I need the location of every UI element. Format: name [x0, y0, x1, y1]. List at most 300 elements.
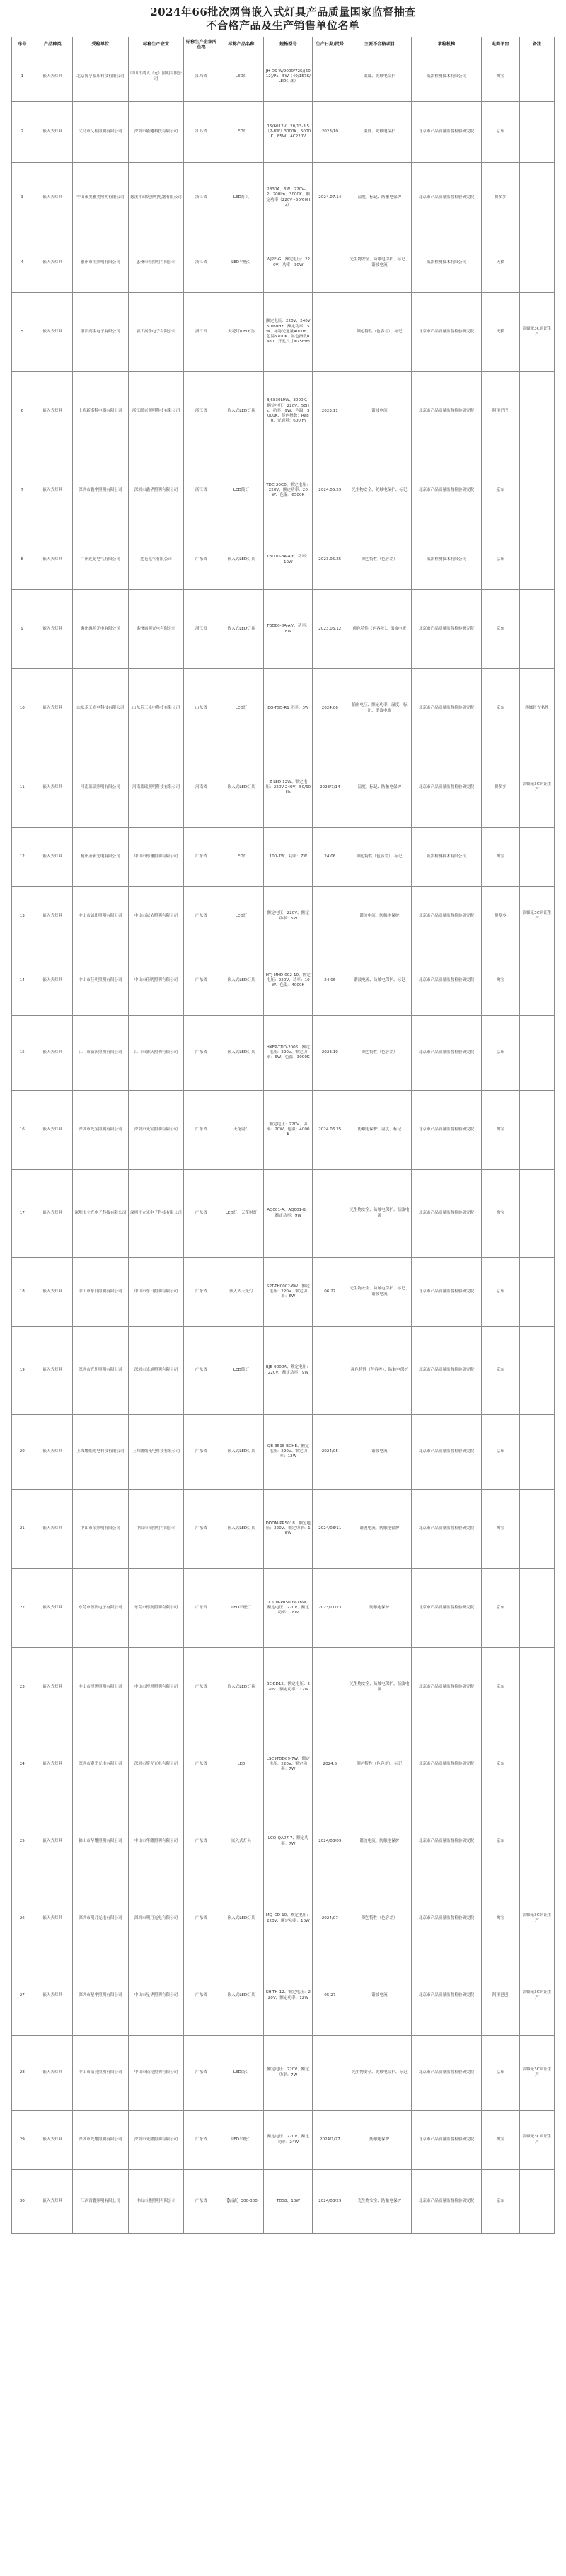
inspected-unit: 东莞市德润电子有限公司	[73, 1569, 129, 1648]
row-number: 7	[12, 451, 33, 530]
product-name: 嵌入式LED灯具	[219, 1415, 264, 1490]
remarks: 涉嫌无3C认证生产	[519, 1881, 554, 1956]
ecommerce-platform: 淘宝	[481, 2111, 519, 2170]
header-cell: 生产日期/批号	[313, 37, 347, 52]
manufacturer-location: 广东省	[184, 530, 219, 590]
row-number: 20	[12, 1415, 33, 1490]
ecommerce-platform: 淘宝	[481, 1170, 519, 1258]
table-row	[12, 1327, 555, 1415]
model-spec: BO-TSD-R1 功率：3W	[264, 669, 313, 748]
product-name: LED灯	[219, 669, 264, 748]
production-date	[313, 233, 347, 293]
header-cell: 规格型号	[264, 37, 313, 52]
testing-agency: 北京市产品质量监督检验研究院	[412, 2036, 481, 2111]
table-row	[12, 669, 555, 748]
row-number: 8	[12, 530, 33, 590]
remarks	[519, 1727, 554, 1802]
row-number: 16	[12, 1091, 33, 1170]
inspected-unit: 河南蓝瑞照明有限公司	[73, 748, 129, 828]
product-category: 嵌入式灯具	[33, 372, 73, 451]
table-row	[12, 2036, 555, 2111]
row-number: 14	[12, 946, 33, 1016]
product-category: 嵌入式灯具	[33, 2170, 73, 2234]
product-category: 嵌入式灯具	[33, 828, 73, 887]
inspected-unit: 杭州圣新光电有限公司	[73, 828, 129, 887]
product-category: 嵌入式灯具	[33, 1727, 73, 1802]
manufacturer-location: 广东省	[184, 1802, 219, 1881]
row-number: 21	[12, 1490, 33, 1569]
model-spec: BJB-9000A、额定电压：220V、额定功率：9W	[264, 1327, 313, 1415]
model-spec: SPT-TH0002-6W、额定电压：220V、额定功率：6W	[264, 1258, 313, 1327]
failed-items: 温度、防触电保护	[347, 52, 412, 102]
model-spec: 额定电压：220V、额定功率：5W	[264, 887, 313, 946]
manufacturer-location: 广东省	[184, 2036, 219, 2111]
row-number: 10	[12, 669, 33, 748]
product-category: 嵌入式灯具	[33, 233, 73, 293]
labeled-manufacturer: 东莞市德润照明有限公司	[128, 1569, 184, 1648]
remarks: 涉嫌无3C认证生产	[519, 2036, 554, 2111]
production-date: 2023/11/23	[313, 1569, 347, 1648]
manufacturer-location: 广东省	[184, 1727, 219, 1802]
table-row	[12, 1802, 555, 1881]
title-line-1: 2024年66批次网售嵌入式灯具产品质量国家监督抽查	[150, 6, 416, 18]
production-date: 2023.11	[313, 372, 347, 451]
inspected-unit: 上海耀灿光电科技有限公司	[73, 1415, 129, 1490]
row-number: 22	[12, 1569, 33, 1648]
product-category: 嵌入式灯具	[33, 1170, 73, 1258]
product-name: LED	[219, 1727, 264, 1802]
ecommerce-platform: 京东	[481, 1016, 519, 1091]
manufacturer-location: 广东省	[184, 1016, 219, 1091]
model-spec: DDDM-PRS009-18W、额定电压：220V、额定功率：18W	[264, 1569, 313, 1648]
remarks	[519, 372, 554, 451]
ecommerce-platform: 京东	[481, 1327, 519, 1415]
testing-agency: 北京市产品质量监督检验研究院	[412, 1415, 481, 1490]
production-date	[313, 1648, 347, 1727]
failed-items: 颜色特性（色容差）、谐波电流	[347, 590, 412, 669]
inspected-unit: 深圳市光旭照明有限公司	[73, 1327, 129, 1415]
table-row	[12, 1258, 555, 1327]
labeled-manufacturer: 浙江联兴照明科技有限公司	[128, 372, 184, 451]
product-name: LED灯	[219, 102, 264, 163]
product-name: 嵌入式LED灯具	[219, 1956, 264, 2036]
model-spec: AQ001-A、AQ001-B、额定功率：9W	[264, 1170, 313, 1258]
ecommerce-platform: 天猫	[481, 293, 519, 372]
production-date	[313, 52, 347, 102]
product-category: 嵌入式灯具	[33, 946, 73, 1016]
remarks	[519, 1802, 554, 1881]
ecommerce-platform: 淘宝	[481, 946, 519, 1016]
inspected-unit: 中山市博恩照明有限公司	[73, 1648, 129, 1727]
product-category: 嵌入式灯具	[33, 1881, 73, 1956]
row-number: 29	[12, 2111, 33, 2170]
ecommerce-platform: 淘宝	[481, 828, 519, 887]
table-row	[12, 748, 555, 828]
ecommerce-platform: 京东	[481, 1802, 519, 1881]
labeled-manufacturer: 中山市佳明照明有限公司	[128, 946, 184, 1016]
labeled-manufacturer: 上海耀灿光电科技有限公司	[128, 1415, 184, 1490]
failed-items: 插座电压、额定功率、温度、标记、谐波电流	[347, 669, 412, 748]
remarks	[519, 52, 554, 102]
testing-agency: 北京市产品质量监督检验研究院	[412, 590, 481, 669]
production-date: 2024/03/29	[313, 2170, 347, 2234]
remarks	[519, 1091, 554, 1170]
ecommerce-platform: 淘宝	[481, 52, 519, 102]
remarks	[519, 590, 554, 669]
product-name: 嵌入式LED灯具	[219, 1016, 264, 1091]
testing-agency: 北京市产品质量监督检验研究院	[412, 748, 481, 828]
manufacturer-location: 广东省	[184, 1327, 219, 1415]
table-row	[12, 590, 555, 669]
testing-agency: 北京市产品质量监督检验研究院	[412, 1648, 481, 1727]
labeled-manufacturer: 中山市东日照明有限公司	[128, 1258, 184, 1327]
row-number: 9	[12, 590, 33, 669]
ecommerce-platform: 拼多多	[481, 163, 519, 233]
product-category: 嵌入式灯具	[33, 1569, 73, 1648]
production-date: 2023.05.25	[313, 530, 347, 590]
product-name: LED灯具	[219, 163, 264, 233]
product-category: 嵌入式灯具	[33, 1415, 73, 1490]
row-number: 27	[12, 1956, 33, 2036]
header-cell: 标称生产企业所在地	[184, 37, 219, 52]
remarks	[519, 1415, 554, 1490]
model-spec: 15/6012V、20/13-3.5（2-8W）3000K、5000K、85W、AC220V	[264, 102, 313, 163]
remarks	[519, 1490, 554, 1569]
testing-agency: 北京市产品质量监督检验研究院	[412, 372, 481, 451]
ecommerce-platform: 拼多多	[481, 748, 519, 828]
table-row	[12, 530, 555, 590]
production-date	[313, 887, 347, 946]
labeled-manufacturer: 浙江高金电子有限公司	[128, 293, 184, 372]
model-spec: SH-TH-12、额定电压：220V、额定功率：12W	[264, 1956, 313, 2036]
inspected-unit: 江门市新沃照明有限公司	[73, 1016, 129, 1091]
product-name: 嵌入式LED灯具	[219, 946, 264, 1016]
labeled-manufacturer: 深圳市能驰科技有限公司	[128, 102, 184, 163]
model-spec: TDC-20G0、额定电压：220V、额定功率：20W、色温：6500K	[264, 451, 313, 530]
labeled-manufacturer: 中山市华耀照明有限公司	[128, 1802, 184, 1881]
remarks	[519, 102, 554, 163]
product-name: 嵌入式LED灯具	[219, 1490, 264, 1569]
manufacturer-location: 广东省	[184, 1881, 219, 1956]
remarks	[519, 1648, 554, 1727]
testing-agency: 威凯检测技术有限公司	[412, 828, 481, 887]
labeled-manufacturer: 深圳市立光电子科技有限公司	[128, 1170, 184, 1258]
failed-items: 温度、防触电保护	[347, 102, 412, 163]
production-date: 2024/03/09	[313, 1802, 347, 1881]
testing-agency: 北京市产品质量监督检验研究院	[412, 1802, 481, 1881]
table-row	[12, 1415, 555, 1490]
product-name: 嵌入式LED灯具	[219, 372, 264, 451]
labeled-manufacturer: 惠州惠照光电有限公司	[128, 590, 184, 669]
remarks: 涉嫌无3C认证生产	[519, 887, 554, 946]
testing-agency: 北京市产品质量监督检验研究院	[412, 1170, 481, 1258]
product-category: 嵌入式灯具	[33, 2111, 73, 2170]
labeled-manufacturer: 深圳市聚光光电有限公司	[128, 1727, 184, 1802]
inspected-unit: 中山市荣照明有限公司	[73, 1490, 129, 1569]
model-spec: 额定电压：220V、功率：20W、色温：4000K	[264, 1091, 313, 1170]
product-category: 嵌入式灯具	[33, 52, 73, 102]
table-row	[12, 1091, 555, 1170]
model-spec: Z-LED-12W、额定电压：220V-240V、50/60Hz	[264, 748, 313, 828]
remarks	[519, 946, 554, 1016]
inspected-unit: 广州莲花电气有限公司	[73, 530, 129, 590]
manufacturer-location: 广东省	[184, 1091, 219, 1170]
model-spec: LCQ-QA07-7、额定功率：7W	[264, 1802, 313, 1881]
table-row	[12, 1016, 555, 1091]
remarks: 涉嫌冒充名牌	[519, 669, 554, 748]
row-number: 18	[12, 1258, 33, 1327]
product-name: LED灯	[219, 52, 264, 102]
inspected-unit: 深圳市光宝照明有限公司	[73, 1091, 129, 1170]
manufacturer-location: 浙江省	[184, 451, 219, 530]
manufacturer-location: 广东省	[184, 1648, 219, 1727]
inspected-unit: 深圳市星华照明有限公司	[73, 1956, 129, 2036]
manufacturer-location: 浙江省	[184, 590, 219, 669]
header-cell: 承检机构	[412, 37, 481, 52]
product-name: LED灯	[219, 887, 264, 946]
product-category: 嵌入式灯具	[33, 1490, 73, 1569]
production-date: 2023/10	[313, 102, 347, 163]
production-date: 2023/7/14	[313, 748, 347, 828]
failed-items: 颜色特性（色容差）、防触电保护	[347, 1327, 412, 1415]
manufacturer-location: 广东省	[184, 1170, 219, 1258]
testing-agency: 北京市产品质量监督检验研究院	[412, 1016, 481, 1091]
remarks	[519, 1569, 554, 1648]
product-category: 嵌入式灯具	[33, 530, 73, 590]
table-row	[12, 1881, 555, 1956]
product-category: 嵌入式灯具	[33, 102, 73, 163]
failed-items: 防触电保护	[347, 2111, 412, 2170]
product-category: 嵌入式灯具	[33, 1327, 73, 1415]
table-row	[12, 372, 555, 451]
header-cell: 电商平台	[481, 37, 519, 52]
remarks: 涉嫌无3C认证生产	[519, 2111, 554, 2170]
model-spec: JH-DS W/9000/72S/(6012)/Pc、5W（40/157K/LED灯珠）	[264, 52, 313, 102]
product-name: 嵌入式LED灯具	[219, 748, 264, 828]
header-cell: 标称产品名称	[219, 37, 264, 52]
labeled-manufacturer: 中山市星华照明有限公司	[128, 1956, 184, 2036]
table-row	[12, 887, 555, 946]
testing-agency: 威凯检测技术有限公司	[412, 233, 481, 293]
failed-items: 防触电保护	[347, 1569, 412, 1648]
labeled-manufacturer: 深圳市明月光电有限公司	[128, 1881, 184, 1956]
table-row	[12, 1727, 555, 1802]
header-cell: 主要不合格项目	[347, 37, 412, 52]
product-name: LED灯	[219, 828, 264, 887]
failed-items: 光生物安全、防触电保护、标记	[347, 451, 412, 530]
product-name: LED筒灯	[219, 2036, 264, 2111]
failed-items: 光生物安全、防触电保护、谐波电流	[347, 1170, 412, 1258]
failed-items: 颜色特性（色容差）、标记	[347, 828, 412, 887]
product-category: 嵌入式灯具	[33, 1016, 73, 1091]
model-spec: TDS8、10W	[264, 2170, 313, 2234]
testing-agency: 北京市产品质量监督检验研究院	[412, 102, 481, 163]
inspected-unit: 惠州惠照光电有限公司	[73, 590, 129, 669]
manufacturer-location: 浙江省	[184, 233, 219, 293]
product-name: 天花射灯	[219, 1091, 264, 1170]
table-header-row	[12, 37, 555, 52]
failed-items: 谐波电流	[347, 372, 412, 451]
product-category: 嵌入式灯具	[33, 1648, 73, 1727]
row-number: 1	[12, 52, 33, 102]
remarks	[519, 1170, 554, 1258]
failed-items: 光生物安全、防触电保护、谐波电流	[347, 1648, 412, 1727]
remarks	[519, 828, 554, 887]
manufacturer-location: 广东省	[184, 1569, 219, 1648]
failed-items: 颜色特性（色容差）	[347, 1881, 412, 1956]
failed-items: 颜色特性（色容差）、标记	[347, 1727, 412, 1802]
labeled-manufacturer: 莲花电气有限公司	[128, 530, 184, 590]
manufacturer-location: 浙江省	[184, 163, 219, 233]
inspected-unit: 浙江高金电子有限公司	[73, 293, 129, 372]
testing-agency: 威凯检测技术有限公司	[412, 52, 481, 102]
table-row	[12, 52, 555, 102]
ecommerce-platform: 天猫	[481, 233, 519, 293]
failed-items: 光生物安全、防触电保护、标记	[347, 2036, 412, 2111]
row-number: 23	[12, 1648, 33, 1727]
table-row	[12, 1490, 555, 1569]
product-name: LED灯、天花射灯	[219, 1170, 264, 1258]
ecommerce-platform: 淘宝	[481, 1091, 519, 1170]
manufacturer-location: 浙江省	[184, 372, 219, 451]
production-date: 2024/05	[313, 1415, 347, 1490]
labeled-manufacturer: 中山市荣照明有限公司	[128, 1490, 184, 1569]
labeled-manufacturer: 慈溪市琅晟照明电器有限公司	[128, 163, 184, 233]
row-number: 19	[12, 1327, 33, 1415]
production-date	[313, 1170, 347, 1258]
testing-agency: 北京市产品质量监督检验研究院	[412, 1727, 481, 1802]
labeled-manufacturer: 江门市新沃照明有限公司	[128, 1016, 184, 1091]
row-number: 5	[12, 293, 33, 372]
production-date	[313, 2036, 347, 2111]
product-name: 嵌入式LED灯具	[219, 530, 264, 590]
header-cell: 序号	[12, 37, 33, 52]
inspected-unit: 江西省鑫照明有限公司	[73, 2170, 129, 2234]
labeled-manufacturer: 河南蓝瑞照明科技有限公司	[128, 748, 184, 828]
ecommerce-platform: 京东	[481, 590, 519, 669]
manufacturer-location: 广东省	[184, 887, 219, 946]
table-row	[12, 2111, 555, 2170]
product-name: LED平板灯	[219, 1569, 264, 1648]
inspected-unit: 山东禾工光电科技有限公司	[73, 669, 129, 748]
failed-items: 谐波电流、防触电保护	[347, 1490, 412, 1569]
product-category: 嵌入式灯具	[33, 1802, 73, 1881]
model-spec: 100-7W、功率：7W	[264, 828, 313, 887]
row-number: 30	[12, 2170, 33, 2234]
table-row	[12, 1569, 555, 1648]
inspected-unit: 义乌市艾佳照明有限公司	[73, 102, 129, 163]
failed-items: 光生物安全、防触电保护、标记、谐波电流	[347, 1258, 412, 1327]
remarks: 涉嫌无3C认证生产	[519, 748, 554, 828]
production-date: 2023.06.12	[313, 590, 347, 669]
failed-items: 谐波电流、防触电保护、标记	[347, 946, 412, 1016]
labeled-manufacturer: 中山市鸿人（元）照明有限公司	[128, 52, 184, 102]
product-name: LED筒灯	[219, 1327, 264, 1415]
ecommerce-platform: 京东	[481, 530, 519, 590]
testing-agency: 北京市产品质量监督检验研究院	[412, 1490, 481, 1569]
product-name: 嵌入式灯具	[219, 1802, 264, 1881]
model-spec: WJ2E-G、额定电压：220V、功率：30W	[264, 233, 313, 293]
product-category: 嵌入式灯具	[33, 887, 73, 946]
product-name: LED平板灯	[219, 233, 264, 293]
model-spec: TBD80-8A-A-Y、功率：8W	[264, 590, 313, 669]
labeled-manufacturer: 中山市博恩照明有限公司	[128, 1648, 184, 1727]
inspected-unit: 上海新斯特电器有限公司	[73, 372, 129, 451]
row-number: 17	[12, 1170, 33, 1258]
results-table	[11, 37, 555, 2234]
row-number: 25	[12, 1802, 33, 1881]
production-date: 2024.06.25	[313, 1091, 347, 1170]
ecommerce-platform: 京东	[481, 2036, 519, 2111]
product-name: 嵌入式LED灯具	[219, 590, 264, 669]
model-spec: 2830A、3W、220V-、P、200lm、3000K、额定功率（220V~50/60Hz）	[264, 163, 313, 233]
labeled-manufacturer: 深圳市光宝照明有限公司	[128, 1091, 184, 1170]
product-category: 嵌入式灯具	[33, 1091, 73, 1170]
model-spec: TBD10-8A-A-Y、功率：10W	[264, 530, 313, 590]
manufacturer-location: 广东省	[184, 1490, 219, 1569]
testing-agency: 北京市产品质量监督检验研究院	[412, 1327, 481, 1415]
testing-agency: 北京市产品质量监督检验研究院	[412, 293, 481, 372]
production-date: 24.06	[313, 946, 347, 1016]
model-spec: 额定电压：220V、240V 50/60Hz、额定功率：5W、标称光通量400lm、色温5700K、显色指数Ra80、开孔尺寸Φ75mm	[264, 293, 313, 372]
labeled-manufacturer: 深圳市光耀照明有限公司	[128, 2111, 184, 2170]
row-number: 4	[12, 233, 33, 293]
labeled-manufacturer: 中山市鑫照明有限公司	[128, 2170, 184, 2234]
product-category: 嵌入式灯具	[33, 590, 73, 669]
ecommerce-platform: 京东	[481, 1727, 519, 1802]
failed-items: 谐波电流	[347, 1415, 412, 1490]
inspected-unit: 中山市东日照明有限公司	[73, 1258, 129, 1327]
failed-items: 谐波电流	[347, 1956, 412, 2036]
model-spec: HTJ-MHD-002-10、额定电压：220V、功率：10W、色温：4000K	[264, 946, 313, 1016]
inspected-unit: 佛山市华耀照明有限公司	[73, 1802, 129, 1881]
labeled-manufacturer: 中山市诚佑照明有限公司	[128, 887, 184, 946]
testing-agency: 威凯检测技术有限公司	[412, 530, 481, 590]
manufacturer-location: 江西省	[184, 52, 219, 102]
production-date: 2024/1/27	[313, 2111, 347, 2170]
remarks: 涉嫌无3C认证生产	[519, 293, 554, 372]
production-date: 24.06	[313, 828, 347, 887]
model-spec: BE-BD12、额定电压：220V、额定功率：12W	[264, 1648, 313, 1727]
row-number: 3	[12, 163, 33, 233]
inspected-unit: 中山市佳明照明有限公司	[73, 946, 129, 1016]
product-category: 嵌入式灯具	[33, 1258, 73, 1327]
row-number: 6	[12, 372, 33, 451]
product-name: LED筒灯	[219, 451, 264, 530]
model-spec: HXEP-TDD-2006、额定电压：220V、额定功率：6W、色温：3000K	[264, 1016, 313, 1091]
header-cell: 产品种类	[33, 37, 73, 52]
labeled-manufacturer: 惠州市恒照明有限公司	[128, 233, 184, 293]
labeled-manufacturer: 山东禾工光电科技有限公司	[128, 669, 184, 748]
failed-items: 颜色特性（色容差）、标记	[347, 293, 412, 372]
table-row	[12, 828, 555, 887]
failed-items: 光生物安全、防触电保护、标记、谐波电流	[347, 233, 412, 293]
labeled-manufacturer: 深圳市鑫华照明有限公司	[128, 451, 184, 530]
ecommerce-platform: 京东	[481, 2170, 519, 2234]
product-name: 嵌入式LED灯具	[219, 1648, 264, 1727]
production-date	[313, 293, 347, 372]
row-number: 12	[12, 828, 33, 887]
production-date: 2024.6	[313, 1727, 347, 1802]
product-name: 天花灯(LED灯)	[219, 293, 264, 372]
product-category: 嵌入式灯具	[33, 2036, 73, 2111]
inspected-unit: 中山市美雅美照明有限公司	[73, 163, 129, 233]
production-date: 2024/07	[313, 1881, 347, 1956]
table-row	[12, 1956, 555, 2036]
inspected-unit: 北京博亨泰乐科技有限公司	[73, 52, 129, 102]
testing-agency: 北京市产品质量监督检验研究院	[412, 1091, 481, 1170]
failed-items: 温度、标记、防触电保护	[347, 163, 412, 233]
